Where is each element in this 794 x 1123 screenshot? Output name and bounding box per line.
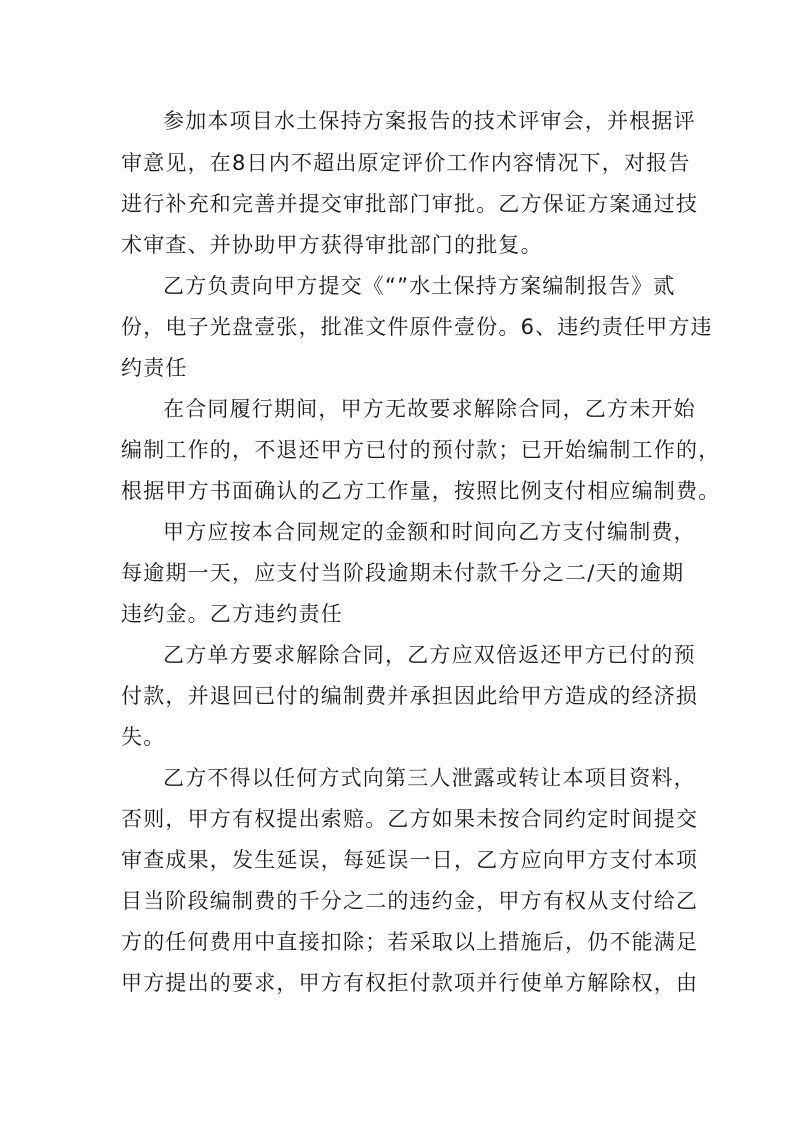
text-line: 进行补充和完善并提交审批部门审批。乙方保证方案通过技 bbox=[121, 192, 699, 216]
text-line: 每逾期一天，应支付当阶段逾期未付款千分之二/天的逾期 bbox=[121, 561, 685, 585]
text-line: 在合同履行期间，甲方无故要求解除合同，乙方未开始 bbox=[163, 397, 696, 421]
text-line: 目当阶段编制费的千分之二的违约金，甲方有权从支付给乙 bbox=[121, 889, 699, 913]
text-line: 违约金。乙方违约责任 bbox=[121, 602, 343, 626]
text-line: 甲方应按本合同规定的金额和时间向乙方支付编制费， bbox=[163, 520, 696, 544]
text-line: 审查成果，发生延误，每延误一日，乙方应向甲方支付本项 bbox=[121, 848, 699, 872]
text-line: 参加本项目水土保持方案报告的技术评审会，并根据评 bbox=[163, 109, 696, 133]
text-line: 术审查、并协助甲方获得审批部门的批复。 bbox=[121, 233, 543, 257]
text-line: 甲方提出的要求，甲方有权拒付款项并行使单方解除权，由 bbox=[121, 971, 699, 995]
text-line: 编制工作的，不退还甲方已付的预付款；已开始编制工作的， bbox=[121, 438, 721, 462]
text-line: 乙方单方要求解除合同，乙方应双倍返还甲方已付的预 bbox=[163, 643, 696, 667]
text-line: 根据甲方书面确认的乙方工作量，按照比例支付相应编制费。 bbox=[121, 479, 721, 503]
text-line: 乙方不得以任何方式向第三人泄露或转让本项目资料， bbox=[163, 766, 696, 790]
text-line: 付款，并退回已付的编制费并承担因此给甲方造成的经济损 bbox=[121, 684, 699, 708]
text-line: 约责任 bbox=[121, 356, 188, 380]
text-line: 方的任何费用中直接扣除；若采取以上措施后，仍不能满足 bbox=[121, 930, 699, 954]
text-line: 审意见，在8日内不超出原定评价工作内容情况下，对报告 bbox=[121, 151, 691, 175]
text-line: 份，电子光盘壹张，批准文件原件壹份。6、违约责任甲方违 bbox=[121, 315, 713, 339]
text-line: 失。 bbox=[121, 725, 166, 749]
text-line: 乙方负责向甲方提交《“”水土保持方案编制报告》贰 bbox=[163, 274, 676, 298]
text-line: 否则，甲方有权提出索赔。乙方如果未按合同约定时间提交 bbox=[121, 807, 699, 831]
